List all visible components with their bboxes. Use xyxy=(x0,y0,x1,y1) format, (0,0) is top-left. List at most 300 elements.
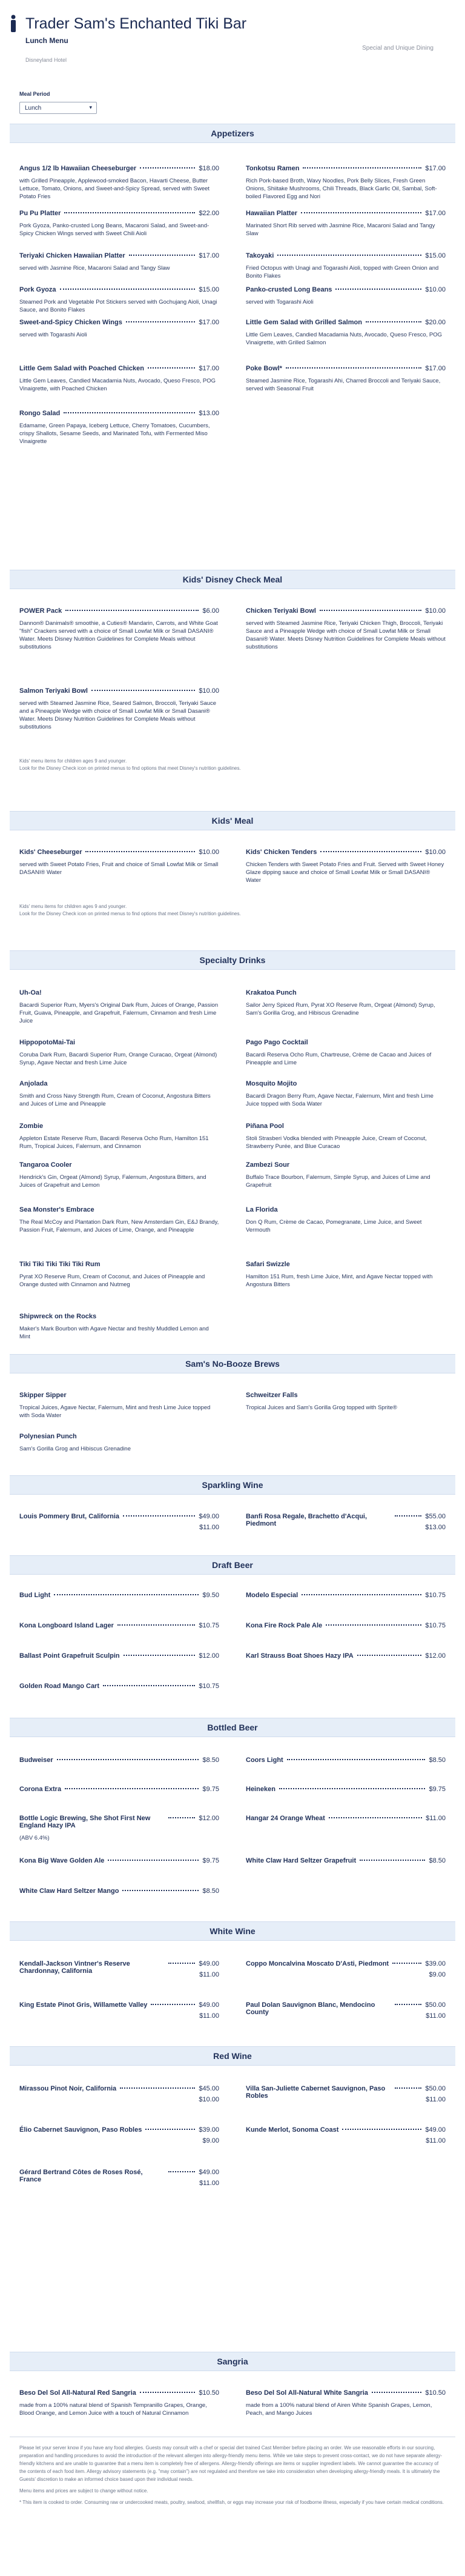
dot-leader xyxy=(140,2392,196,2393)
item-row xyxy=(246,319,446,326)
item-name: Kona Fire Rock Pale Ale xyxy=(246,1622,323,1629)
dot-leader xyxy=(117,1624,196,1626)
item-row xyxy=(246,1652,446,1660)
item-name: Kids' Cheeseburger xyxy=(19,849,82,856)
restaurant-title: Trader Sam's Enchanted Tiki Bar xyxy=(25,15,247,32)
item-name: Krakatoa Punch xyxy=(246,989,297,996)
item-price: $10.50 xyxy=(425,2389,446,2397)
item-name: Takoyaki xyxy=(246,252,274,259)
nobooze-item xyxy=(246,1392,446,1412)
item-price: $9.75 xyxy=(202,1786,219,1793)
item-row xyxy=(246,1261,446,1268)
item-row xyxy=(19,1652,219,1660)
item-price: $10.00 xyxy=(425,849,446,856)
item-name: Bottle Logic Brewing, She Shot First New England Hazy IPA xyxy=(19,1815,151,1829)
item-row xyxy=(246,1161,446,1169)
bottled-item xyxy=(19,1815,219,1842)
kids-item xyxy=(19,849,219,876)
item-row xyxy=(246,1592,446,1599)
item-name: Mirassou Pinot Noir, California xyxy=(19,2085,117,2092)
item-row xyxy=(19,1887,219,1895)
item-description: Hendrick's Gin, Orgeat (Almond) Syrup, Falernum, Angostura Bitters, and Juices of Grapefruit and Lemon xyxy=(19,1174,206,1189)
item-row xyxy=(19,1857,219,1864)
drinks-item xyxy=(246,1261,446,1289)
footer-allergy-text: Please let your server know if you have any food allergies. Guests may consult with a chef or special diet trained Cast Member before placing an order. We use reasonable efforts in our sourcing, preparation and handling procedures to avoid the introduction of the relevant allergen into allergy-friendly menu items. While we take steps to prevent cross-contact, we do not have separate allergy-friendly kitchens and are unable to guarantee that a menu item is completely free of allergens. Allergy-friendly offerings are items or supplier ingredient labels. We cannot guarantee the accuracy of the contents of each food item. Allergy advisory statements (e.g. "may contain") are not regulated and therefore we take into consideration when developing allergy-friendly meals. It is ultimately the Guests' discretion to make an informed choice based upon their individual needs. xyxy=(19,2445,443,2482)
item-row xyxy=(19,2126,219,2134)
note-line: Kids' menu items for children ages 9 and younger. xyxy=(19,758,127,764)
drinks-item xyxy=(246,1161,446,1189)
section-header-drinks: Specialty Drinks xyxy=(10,950,455,970)
item-row xyxy=(19,210,219,217)
item-name: Sea Monster's Embrace xyxy=(19,1206,94,1213)
item-name: Polynesian Punch xyxy=(19,1433,77,1440)
dot-leader xyxy=(286,367,421,369)
allergy-footer xyxy=(19,2444,446,2510)
item-row xyxy=(246,1392,446,1399)
item-price: $8.50 xyxy=(202,1757,219,1764)
item-name: Tiki Tiki Tiki Tiki Tiki Rum xyxy=(19,1261,101,1268)
item-price: $55.00 xyxy=(425,1513,446,1520)
section-header-sparkling: Sparkling Wine xyxy=(10,1475,455,1495)
item-price-glass: $11.00 xyxy=(199,1971,219,1978)
sparkling-item xyxy=(246,1513,446,1531)
dot-leader xyxy=(122,1890,199,1891)
item-row xyxy=(19,1592,219,1599)
item-name: Élio Cabernet Sauvignon, Paso Robles xyxy=(19,2126,142,2134)
bottled-item xyxy=(19,1857,219,1864)
dot-leader xyxy=(145,2129,195,2130)
item-name: Bud Light xyxy=(19,1592,51,1599)
item-name: Beso Del Sol All-Natural White Sangria xyxy=(246,2389,368,2397)
item-description: Edamame, Green Papaya, Iceberg Lettuce, Cherry Tomatoes, Cucumbers, crispy Shallots, Sesame Seeds, and Marinated Tofu, with Fermented Miso Vinaigrette xyxy=(19,422,210,445)
item-name: Sweet-and-Spicy Chicken Wings xyxy=(19,319,122,326)
dot-leader xyxy=(85,851,195,852)
item-price: $10.50 xyxy=(199,2389,219,2397)
item-row xyxy=(19,410,219,417)
draft-item xyxy=(246,1652,446,1660)
item-row xyxy=(246,607,446,615)
item-price: $20.00 xyxy=(425,319,446,326)
item-name: Shipwreck on the Rocks xyxy=(19,1313,97,1320)
item-row xyxy=(19,1039,219,1046)
bottled-item xyxy=(19,1887,219,1895)
item-description: Little Gem Leaves, Candied Macadamia Nuts, Avocado, Queso Fresco, POG Vinaigrette, with Grilled Salmon xyxy=(246,332,443,346)
draft-item xyxy=(19,1652,219,1660)
section-header-sangria: Sangria xyxy=(10,2352,455,2371)
dot-leader xyxy=(108,1860,199,1861)
appetizers-item xyxy=(246,210,446,238)
item-row xyxy=(246,1080,446,1087)
item-description: served with Sweet Potato Fries, Fruit and choice of Small Lowfat Milk or Small DASANI® Water xyxy=(19,861,219,876)
item-row xyxy=(19,252,219,259)
bottled-item xyxy=(246,1815,446,1822)
item-description: Don Q Rum, Crème de Cacao, Pomegranate, Lime Juice, and Sweet Vermouth xyxy=(246,1219,422,1233)
dot-leader xyxy=(395,2004,421,2005)
drinks-item xyxy=(246,989,446,1017)
item-description: Bacardi Reserva Ocho Rum, Chartreuse, Crème de Cacao and Juices of Pineapple and Lime xyxy=(246,1052,432,1066)
dot-leader xyxy=(279,1788,426,1789)
item-row xyxy=(19,165,219,172)
item-name: Beso Del Sol All-Natural Red Sangria xyxy=(19,2389,136,2397)
item-name: White Claw Hard Seltzer Mango xyxy=(19,1887,119,1895)
dot-leader xyxy=(342,2129,421,2130)
meal-period-select[interactable] xyxy=(19,102,97,114)
item-row xyxy=(246,1513,446,1527)
dot-leader xyxy=(54,1594,199,1595)
item-name: Poke Bowl* xyxy=(246,365,282,372)
item-name: Tangaroa Cooler xyxy=(19,1161,72,1169)
kids_check-item xyxy=(246,607,446,651)
section-header-white: White Wine xyxy=(10,1921,455,1941)
item-row xyxy=(246,1757,446,1764)
item-price-glass: $9.00 xyxy=(202,2137,219,2144)
dot-leader xyxy=(129,255,196,256)
appetizers-item xyxy=(19,319,219,339)
drinks-item xyxy=(246,1039,446,1067)
item-description: Chicken Tenders with Sweet Potato Fries and Fruit. Served with Sweet Honey Glaze dipping sauce and choice of Small Lowfat Milk or Small DASANI® Water xyxy=(246,861,444,884)
section-header-draft: Draft Beer xyxy=(10,1555,455,1575)
dot-leader xyxy=(123,1515,195,1517)
item-name: Kendall-Jackson Vintner's Reserve Chardonnay, California xyxy=(19,1960,130,1975)
item-price: $17.00 xyxy=(199,365,219,372)
item-price: $45.00 xyxy=(199,2085,219,2092)
draft-item xyxy=(19,1683,219,1690)
item-name: Karl Strauss Boat Shoes Hazy IPA xyxy=(246,1652,354,1660)
item-name: Little Gem Salad with Poached Chicken xyxy=(19,365,144,372)
item-price: $12.00 xyxy=(425,1652,446,1660)
item-price: $10.75 xyxy=(199,1622,219,1629)
red-item xyxy=(19,2169,219,2187)
item-row xyxy=(246,286,446,293)
item-row xyxy=(246,1857,446,1864)
item-description: Maker's Mark Bourbon with Agave Nectar and freshly Muddled Lemon and Mint xyxy=(19,1326,209,1340)
item-row xyxy=(19,1313,219,1320)
item-price: $49.00 xyxy=(199,2169,219,2176)
dot-leader xyxy=(287,1759,426,1760)
item-name: Anjolada xyxy=(19,1080,48,1087)
item-description: Bacardi Superior Rum, Myers's Original Dark Rum, Juices of Orange, Passion Fruit, Guava, Pineapple, and Grapefruit, Falernum, Cinnamon and fresh Lime Juice xyxy=(19,1002,219,1024)
brand xyxy=(8,15,246,63)
dot-leader xyxy=(326,1624,421,1626)
bottled-item xyxy=(246,1757,446,1764)
item-description: Smith and Cross Navy Strength Rum, Cream of Coconut, Angostura Bitters and Juices of Lime and Pineapple xyxy=(19,1093,211,1107)
dot-leader xyxy=(366,321,421,322)
item-name: Rongo Salad xyxy=(19,410,61,417)
item-name: Gérard Bertrand Côtes de Roses Rosé, France xyxy=(19,2169,143,2183)
item-name: Safari Swizzle xyxy=(246,1261,290,1268)
item-name: Hawaiian Platter xyxy=(246,210,297,217)
drinks-item xyxy=(246,1080,446,1108)
item-name: Panko-crusted Long Beans xyxy=(246,286,332,293)
dot-leader xyxy=(357,1655,422,1656)
item-row xyxy=(19,319,219,326)
item-price: $10.00 xyxy=(425,607,446,615)
item-name: Golden Road Mango Cart xyxy=(19,1683,99,1690)
bottled-item xyxy=(246,1857,446,1864)
item-row xyxy=(19,1206,219,1213)
item-name: Pago Pago Cocktail xyxy=(246,1039,308,1046)
item-price: $49.00 xyxy=(199,1513,219,1520)
section-note xyxy=(19,903,443,918)
dot-leader xyxy=(120,2087,195,2089)
red-item xyxy=(19,2126,219,2144)
appetizers-item xyxy=(19,210,219,238)
item-name: Kona Longboard Island Lager xyxy=(19,1622,114,1629)
item-description: served with Jasmine Rice, Macaroni Salad and Tangy Slaw xyxy=(19,265,170,272)
item-name: Uh-Oa! xyxy=(19,989,42,996)
drinks-item xyxy=(19,1039,219,1067)
dot-leader xyxy=(392,1963,421,1964)
item-name: Skipper Sipper xyxy=(19,1392,67,1399)
item-row xyxy=(19,365,219,372)
white-item xyxy=(246,2001,446,2020)
item-name: POWER Pack xyxy=(19,607,62,615)
appetizers-item xyxy=(19,410,219,445)
mickey-logo-icon xyxy=(8,15,18,33)
item-price: $10.75 xyxy=(425,1622,446,1629)
item-row xyxy=(19,1757,219,1764)
item-name: Hangar 24 Orange Wheat xyxy=(246,1815,325,1822)
item-name: Piñana Pool xyxy=(246,1123,284,1130)
item-description: Marinated Short Rib served with Jasmine Rice, Macaroni Salad and Tangy Slaw xyxy=(246,222,435,237)
item-name: Louis Pommery Brut, California xyxy=(19,1513,120,1520)
item-price: $39.00 xyxy=(199,2126,219,2134)
item-name: Modelo Especial xyxy=(246,1592,298,1599)
item-row xyxy=(246,2085,446,2100)
item-name: Salmon Teriyaki Bowl xyxy=(19,687,88,695)
item-price-glass: $11.00 xyxy=(199,2180,219,2187)
item-price: $10.00 xyxy=(199,687,219,695)
bottled-item xyxy=(19,1786,219,1793)
item-name: Coppo Moncalvina Moscato D'Asti, Piedmont xyxy=(246,1960,389,1967)
item-row xyxy=(19,2085,219,2092)
item-description: Steamed Pork and Vegetable Pot Stickers served with Gochujang Aioli, Unagi Sauce, and Bonito Flakes xyxy=(19,299,217,313)
item-price-glass: $10.00 xyxy=(199,2096,219,2103)
section-header-kids: Kids' Meal xyxy=(10,811,455,830)
dot-leader xyxy=(335,289,421,290)
item-row xyxy=(19,2001,219,2009)
drinks-item xyxy=(19,1123,219,1150)
item-row xyxy=(19,1960,219,1975)
item-name: White Claw Hard Seltzer Grapefruit xyxy=(246,1857,357,1864)
dot-leader xyxy=(65,610,199,611)
drinks-item xyxy=(19,1080,219,1108)
item-price-glass: $13.00 xyxy=(425,1524,446,1531)
item-row xyxy=(246,1786,446,1793)
item-description: Appleton Estate Reserve Rum, Bacardi Reserva Ocho Rum, Hamilton 151 Rum, Tropical Juices, Falernum, and Cinnamon xyxy=(19,1135,209,1150)
item-price: $9.75 xyxy=(429,1786,446,1793)
nobooze-item xyxy=(19,1433,219,1453)
item-row xyxy=(246,2389,446,2397)
chevron-down-icon: ▾ xyxy=(89,104,92,110)
drinks-item xyxy=(19,1261,219,1289)
item-price: $10.75 xyxy=(199,1683,219,1690)
item-price: $49.00 xyxy=(199,1960,219,1967)
section-header-nobooze: Sam's No-Booze Brews xyxy=(10,1354,455,1373)
appetizers-item xyxy=(246,252,446,280)
dot-leader xyxy=(64,212,195,213)
dot-leader xyxy=(395,1515,421,1517)
item-price: $22.00 xyxy=(199,210,219,217)
item-name: Schweitzer Falls xyxy=(246,1392,298,1399)
item-name: Kona Big Wave Golden Ale xyxy=(19,1857,105,1864)
dot-leader xyxy=(395,2087,421,2089)
item-row xyxy=(19,1080,219,1087)
dot-leader xyxy=(148,367,195,369)
item-price: $50.00 xyxy=(425,2001,446,2009)
section-header-red: Red Wine xyxy=(10,2046,455,2066)
item-description: Rich Pork-based Broth, Wavy Noodles, Pork Belly Slices, Fresh Green Onions, Shiitake Mushrooms, Chili Threads, Black Garlic Oil, Sambal, Soft-boiled Flavored Egg and Nori xyxy=(246,178,437,200)
item-description: Dannon® Danimals® smoothie, a Cuties® Mandarin, Carrots, and White Goat "fish" Crackers served with a choice of Small Lowfat Milk or Small DASANI® Water. Meets Disney Nutrition Guidelines for Complete Meals without substitutions xyxy=(19,620,218,650)
bottled-item xyxy=(246,1786,446,1793)
item-description: served with Togarashi Aioli xyxy=(246,299,314,305)
item-price: $15.00 xyxy=(425,252,446,259)
dot-leader xyxy=(372,2392,421,2393)
note-line: Look for the Disney Check icon on printed menus to find options that meet Disney's nutrition guidelines. xyxy=(19,911,241,916)
item-description: served with Steamed Jasmine Rice, Teriyaki Chicken Thigh, Broccoli, Teriyaki Sauce and a Pineapple Wedge with choice of Small Lowfat Milk or Small Dasani® Water. Meets Disney Nutrition Guidelines for Complete Meals without substitutions xyxy=(246,620,446,650)
appetizers-item xyxy=(19,286,219,314)
item-description: made from a 100% natural blend of Spanish Tempranillo Grapes, Orange, Blood Orange, and Lemon Juice with a touch of Natural Cinnamon xyxy=(19,2402,207,2417)
sangria-item xyxy=(246,2389,446,2417)
dot-leader xyxy=(91,690,195,691)
item-price: $49.00 xyxy=(199,2001,219,2009)
kids_check-item xyxy=(19,687,219,731)
item-name: Angus 1/2 lb Hawaiian Cheeseburger xyxy=(19,165,137,172)
item-name: Paul Dolan Sauvignon Blanc, Mendocino County xyxy=(246,2001,375,2016)
item-row xyxy=(19,1683,219,1690)
item-description: served with Steamed Jasmine Rice, Seared Salmon, Broccoli, Teriyaki Sauce and a Pineapple Wedge with choice of Small Lowfat Milk or Small Dasani® Water. Meets Disney Nutrition Guidelines for Complete Meals without substitutions xyxy=(19,700,217,730)
item-description: served with Togarashi Aioli xyxy=(19,332,87,338)
item-description: made from a 100% natural blend of Airen White Spanish Grapes, Lemon, Peach, and Mango Juices xyxy=(246,2402,432,2417)
note-line: Kids' menu items for children ages 9 and younger. xyxy=(19,904,127,909)
item-name: Zombie xyxy=(19,1123,44,1130)
item-name: Kids' Chicken Tenders xyxy=(246,849,317,856)
item-price: $12.00 xyxy=(199,1815,219,1822)
item-name: Ballast Point Grapefruit Sculpin xyxy=(19,1652,120,1660)
item-description: Sailor Jerry Spiced Rum, Pyrat XO Reserve Rum, Orgeat (Almond) Syrup, Sam's Gorilla Grog, and Hibiscus Grenadine xyxy=(246,1002,435,1016)
footer-price-note: Menu items and prices are subject to change without notice. xyxy=(19,2488,148,2494)
dot-leader xyxy=(329,1817,422,1818)
item-description: Stoli Strasberi Vodka blended with Pineapple Juice, Cream of Coconut, Strawberry Purée, and Blue Curacao xyxy=(246,1135,427,1150)
item-price: $17.00 xyxy=(199,319,219,326)
draft-item xyxy=(19,1592,219,1599)
item-row xyxy=(246,989,446,996)
red-item xyxy=(246,2085,446,2103)
item-row xyxy=(246,1206,446,1213)
item-name: Villa San-Juliette Cabernet Sauvignon, Paso Robles xyxy=(246,2085,386,2100)
item-name: Banfi Rosa Regale, Brachetto d'Acqui, Piedmont xyxy=(246,1513,368,1527)
item-price: $9.75 xyxy=(202,1857,219,1864)
item-price-glass: $11.00 xyxy=(426,2012,446,2020)
item-row xyxy=(19,1815,219,1829)
item-price: $10.00 xyxy=(425,286,446,293)
item-row xyxy=(19,607,219,615)
drinks-item xyxy=(19,1313,219,1341)
item-name: Zambezi Sour xyxy=(246,1161,290,1169)
note-line: Look for the Disney Check icon on printed menus to find options that meet Disney's nutrition guidelines. xyxy=(19,766,241,771)
kids-item xyxy=(246,849,446,884)
location-link[interactable]: Disneyland Hotel xyxy=(25,57,67,63)
item-price-glass: $9.00 xyxy=(429,1971,446,1978)
drinks-item xyxy=(246,1123,446,1150)
dot-leader xyxy=(303,167,421,169)
item-price: $49.00 xyxy=(425,2126,446,2134)
item-description: Fried Octopus with Unagi and Togarashi Aioli, topped with Green Onion and Bonito Flakes xyxy=(246,265,439,279)
item-name: Chicken Teriyaki Bowl xyxy=(246,607,316,615)
item-row xyxy=(19,1433,219,1440)
meal-period-label: Meal Period xyxy=(19,91,50,97)
item-description: Coruba Dark Rum, Bacardi Superior Rum, Orange Curacao, Orgeat (Almond) Syrup, Agave Nectar and fresh Lime Juice xyxy=(19,1052,217,1066)
item-name: La Florida xyxy=(246,1206,278,1213)
item-price-glass: $11.00 xyxy=(426,2096,446,2103)
item-description: Sam's Gorilla Grog and Hibiscus Grenadine xyxy=(19,1446,131,1452)
item-row xyxy=(246,2001,446,2016)
footer-raw-warning: * This item is cooked to order. Consuming raw or undercooked meats, poultry, seafood, shellfish, or eggs may increase your risk of foodborne illness, especially if you have certain medical conditions. xyxy=(19,2500,444,2505)
item-description: Pyrat XO Reserve Rum, Cream of Coconut, and Juices of Pineapple and Orange dusted with Cinnamon and Nutmeg xyxy=(19,1273,205,1288)
drinks-item xyxy=(19,1161,219,1189)
item-name: Little Gem Salad with Grilled Salmon xyxy=(246,319,362,326)
red-item xyxy=(246,2126,446,2144)
item-description: with Grilled Pineapple, Applewood-smoked Bacon, Havarti Cheese, Butter Lettuce, Tomato, Onions, and Sweet-and-Spicy Spread, served with Sweet Potato Fries xyxy=(19,178,210,200)
white-item xyxy=(19,2001,219,2020)
item-row xyxy=(19,1786,219,1793)
item-row xyxy=(19,687,219,695)
menu-header xyxy=(0,0,465,115)
item-price: $17.00 xyxy=(425,165,446,172)
dot-leader xyxy=(168,1817,195,1818)
dot-leader xyxy=(60,289,196,290)
item-name: Tonkotsu Ramen xyxy=(246,165,300,172)
white-item xyxy=(19,1960,219,1978)
item-name: Corona Extra xyxy=(19,1786,62,1793)
dot-leader xyxy=(360,1860,425,1861)
appetizers-item xyxy=(246,365,446,393)
item-row xyxy=(246,1622,446,1629)
item-row xyxy=(19,1161,219,1169)
item-description: Pork Gyoza, Panko-crusted Long Beans, Macaroni Salad, and Sweet-and-Spicy Chicken Wings served with Sweet Chili Aioli xyxy=(19,222,209,237)
appetizers-item xyxy=(246,319,446,347)
draft-item xyxy=(19,1622,219,1629)
item-row xyxy=(246,1039,446,1046)
appetizers-item xyxy=(246,286,446,306)
item-description: The Real McCoy and Plantation Dark Rum, New Amsterdam Gin, E&J Brandy, Passion Fruit, Falernum, and Juices of Lime, Orange, and Pineapple xyxy=(19,1219,219,1233)
sangria-item xyxy=(19,2389,219,2417)
item-row xyxy=(246,2126,446,2134)
section-header-bottled: Bottled Beer xyxy=(10,1718,455,1737)
item-price-glass: $11.00 xyxy=(199,1524,219,1531)
section-header-kids_check: Kids' Disney Check Meal xyxy=(10,570,455,589)
item-row xyxy=(246,1815,446,1822)
item-price: $6.00 xyxy=(202,607,219,615)
item-description: Little Gem Leaves, Candied Macadamia Nuts, Avocado, Queso Fresco, POG Vinaigrette, with Poached Chicken xyxy=(19,378,216,392)
dot-leader xyxy=(168,2171,195,2172)
drinks-item xyxy=(19,989,219,1025)
item-price-glass: $11.00 xyxy=(199,2012,219,2020)
item-price: $13.00 xyxy=(199,410,219,417)
item-row xyxy=(19,1513,219,1520)
item-row xyxy=(19,286,219,293)
item-description: Bacardi Dragon Berry Rum, Agave Nectar, Falernum, Mint and fresh Lime Juice topped with Soda Water xyxy=(246,1093,434,1107)
kids_check-item xyxy=(19,607,219,651)
appetizers-item xyxy=(19,165,219,201)
item-price: $17.00 xyxy=(425,365,446,372)
item-name: Pork Gyoza xyxy=(19,286,56,293)
dot-leader xyxy=(151,2004,195,2005)
dot-leader xyxy=(301,212,421,213)
dining-tagline: Special and Unique Dining xyxy=(362,45,434,52)
item-price: $17.00 xyxy=(199,252,219,259)
menu-subtitle: Lunch Menu xyxy=(25,36,68,45)
